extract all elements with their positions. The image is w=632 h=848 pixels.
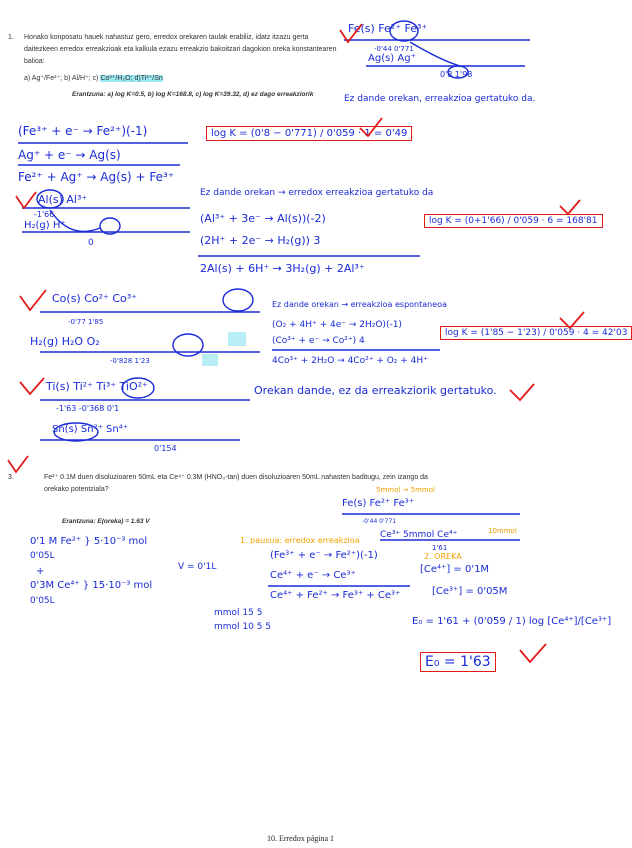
hand-b-reaction-3: 2Al(s) + 6H⁺ → 3H₂(g) + 2Al³⁺ (200, 262, 365, 275)
question-1-text: Honako konposatu hauek nahastuz gero, erredox orekaren taulak erabiliz, idatz itzazu gerta daitezkeen erredox erreakzioak eta kalkula ezazu erreakzio bakoitzari dagokion oreka konstantearen balioa: (24, 34, 337, 65)
hand-b-zero: 0 (88, 238, 94, 248)
hand-e-mmol-1: 5mmol → 5mmol (376, 486, 435, 494)
hand-a-fe-values: -0'44 0'771 (374, 45, 414, 53)
circle-h2o (173, 334, 203, 356)
hand-b-h-table: H₂(g) H⁺ (24, 220, 66, 231)
hand-e-nernst: E₀ = 1'61 + (0'059 / 1) log [Ce⁴⁺]/[Ce³⁺] (412, 616, 612, 627)
question-3-answer: Erantzuna: E(oreka) = 1.63 V (62, 518, 150, 525)
check-b-logk (560, 200, 580, 214)
hand-c-reaction-2: (Co³⁺ + e⁻ → Co²⁺) 4 (272, 336, 365, 346)
hand-e-row-final: mmol 10 5 5 (214, 622, 272, 632)
circle-fe2 (390, 21, 418, 41)
check-final (520, 644, 546, 662)
hand-e-fe-values: -0'44 0'771 (362, 518, 397, 525)
hand-e-reaction-1: (Fe³⁺ + e⁻ → Fe²⁺)(-1) (270, 550, 378, 561)
check-d-comment (510, 384, 534, 400)
hand-b-al-table: Al(s) Al³⁺ (38, 193, 88, 206)
question-1-answer: Erantzuna: a) log K=0.5, b) log K=168.8, c) log K=39.32, d) ez dago erreakziorik (72, 91, 314, 98)
hand-a-reaction-3: Fe²⁺ + Ag⁺ → Ag(s) + Fe³⁺ (18, 170, 175, 184)
hand-c-co-values: -0'77 1'85 (68, 318, 104, 326)
circle-sn (54, 423, 98, 441)
hand-b-al-value: -1'66 (34, 210, 55, 219)
hand-e-conc-ce3: [Ce³⁺] = 0'05M (432, 586, 508, 597)
hand-e-fe-moles: 0'1 M Fe²⁺ } 5·10⁻³ mol (30, 536, 148, 547)
check-q3 (8, 456, 28, 472)
hand-c-h2-table: H₂(g) H₂O O₂ (30, 335, 100, 348)
check-a-logk (360, 118, 382, 136)
question-3-text: Fe²⁺ 0.1M duen disoluzioaren 50mL eta Ce⁴⁺ 0.3M (HNO₃-tan) duen disoluzioaren 50mL nahasten baditugu, zein izango da orekako potentziala? (44, 474, 428, 493)
hand-c-h2-values: -0'828 1'23 (110, 357, 150, 365)
hand-b-reaction-2: (2H⁺ + 2e⁻ → H₂(g)) 3 (200, 234, 321, 247)
hand-a-ag-table: Ag(s) Ag⁺ (368, 53, 416, 64)
highlight-o2 (228, 332, 246, 346)
hand-a-logk: log K = (0'8 − 0'771) / 0'059 · 1 = 0'49 (206, 126, 412, 141)
arrow-b (50, 210, 100, 231)
hand-e-step-2: 2. OREKA (424, 552, 462, 561)
hand-c-reaction-1: (O₂ + 4H⁺ + 4e⁻ → 2H₂O)(-1) (272, 320, 402, 330)
hand-e-reaction-3: Ce⁴⁺ + Fe²⁺ → Fe³⁺ + Ce³⁺ (270, 590, 401, 601)
hand-e-row-initial: mmol 15 5 (214, 608, 263, 618)
hand-e-step-1: 1. pausua: erredox erreakzioa (240, 536, 360, 545)
hand-e-mmol-2: 10mmol (488, 527, 517, 535)
hand-b-comment: Ez dande orekan → erredox erreakzioa gertatuko da (200, 188, 434, 198)
hand-c-co-table: Co(s) Co²⁺ Co³⁺ (52, 292, 137, 305)
hand-b-logk: log K = (0+1'66) / 0'059 · 6 = 168'81 (424, 214, 603, 228)
hand-c-reaction-3: 4Co³⁺ + 2H₂O → 4Co²⁺ + O₂ + 4H⁺ (272, 356, 428, 366)
hand-e-fe-volume: 0'05L (30, 551, 55, 561)
question-1-option-ab: a) Ag⁺/Fe²⁺; b) Al/H⁺; (24, 75, 93, 82)
hand-d-sn-value: 0'154 (154, 444, 177, 453)
hand-c-comment: Ez dande orekan → erreakzioa espontaneoa (272, 300, 447, 309)
hand-b-reaction-1: (Al³⁺ + 3e⁻ → Al(s))(-2) (200, 212, 326, 225)
hand-e-reaction-2: Ce⁴⁺ + e⁻ → Ce³⁺ (270, 570, 356, 581)
hand-e-final-answer: E₀ = 1'63 (420, 652, 496, 672)
check-b (16, 192, 36, 208)
hand-e-fe-table: Fe(s) Fe²⁺ Fe³⁺ (342, 498, 415, 509)
hand-e-ce-table: Ce³⁺ 5mmol Ce⁴⁺ (380, 530, 458, 540)
hand-d-ti-table: Ti(s) Ti²⁺ Ti³⁺ TiO²⁺ (46, 380, 148, 393)
circle-al (37, 190, 63, 208)
question-1-option-c-letter: c) (92, 75, 101, 82)
circle-co3 (223, 289, 253, 311)
hand-a-reaction-1: (Fe³⁺ + e⁻ → Fe²⁺)(-1) (18, 124, 148, 138)
page-footer: 10. Erredox página 1 (266, 834, 335, 843)
question-3-number: 3. (8, 474, 14, 481)
hand-e-ce-value: 1'61 (432, 544, 448, 552)
question-1-number: 1. (8, 34, 14, 41)
check-d (20, 378, 44, 394)
highlight-123 (202, 354, 218, 366)
hand-e-ce-volume: 0'05L (30, 596, 55, 606)
hand-e-ce-moles: 0'3M Ce⁴⁺ } 15·10⁻³ mol (30, 580, 153, 591)
check-c (20, 290, 46, 310)
circle-ag (448, 66, 468, 78)
hand-e-total-volume: V = 0'1L (178, 562, 217, 572)
circle-ti3 (122, 378, 154, 398)
hand-d-ti-values: -1'63 -0'368 0'1 (56, 404, 120, 413)
hand-e-plus: + (36, 566, 45, 577)
check-c-logk (560, 312, 584, 328)
arrow-a (410, 42, 460, 66)
hand-c-logk: log K = (1'85 − 1'23) / 0'059 · 4 = 42'03 (440, 326, 632, 340)
question-1-option-cd: Co³⁺/H₂O; d)Ti³⁺/Sn (100, 75, 163, 82)
hand-e-conc-ce4: [Ce⁴⁺] = 0'1M (420, 564, 490, 575)
hand-a-reaction-2: Ag⁺ + e⁻ → Ag(s) (18, 148, 121, 162)
hand-a-ag-values: 0'8 1'98 (440, 70, 473, 79)
hand-d-comment: Orekan dande, ez da erreakziorik gertatuko. (254, 384, 497, 397)
hand-a-fe-table: Fe(s) Fe²⁺ Fe³⁺ (348, 22, 428, 35)
hand-a-comment: Ez dande orekan, erreakzioa gertatuko da. (344, 94, 536, 104)
hand-d-sn-table: Sn(s) Sn²⁺ Sn⁴⁺ (52, 424, 129, 435)
